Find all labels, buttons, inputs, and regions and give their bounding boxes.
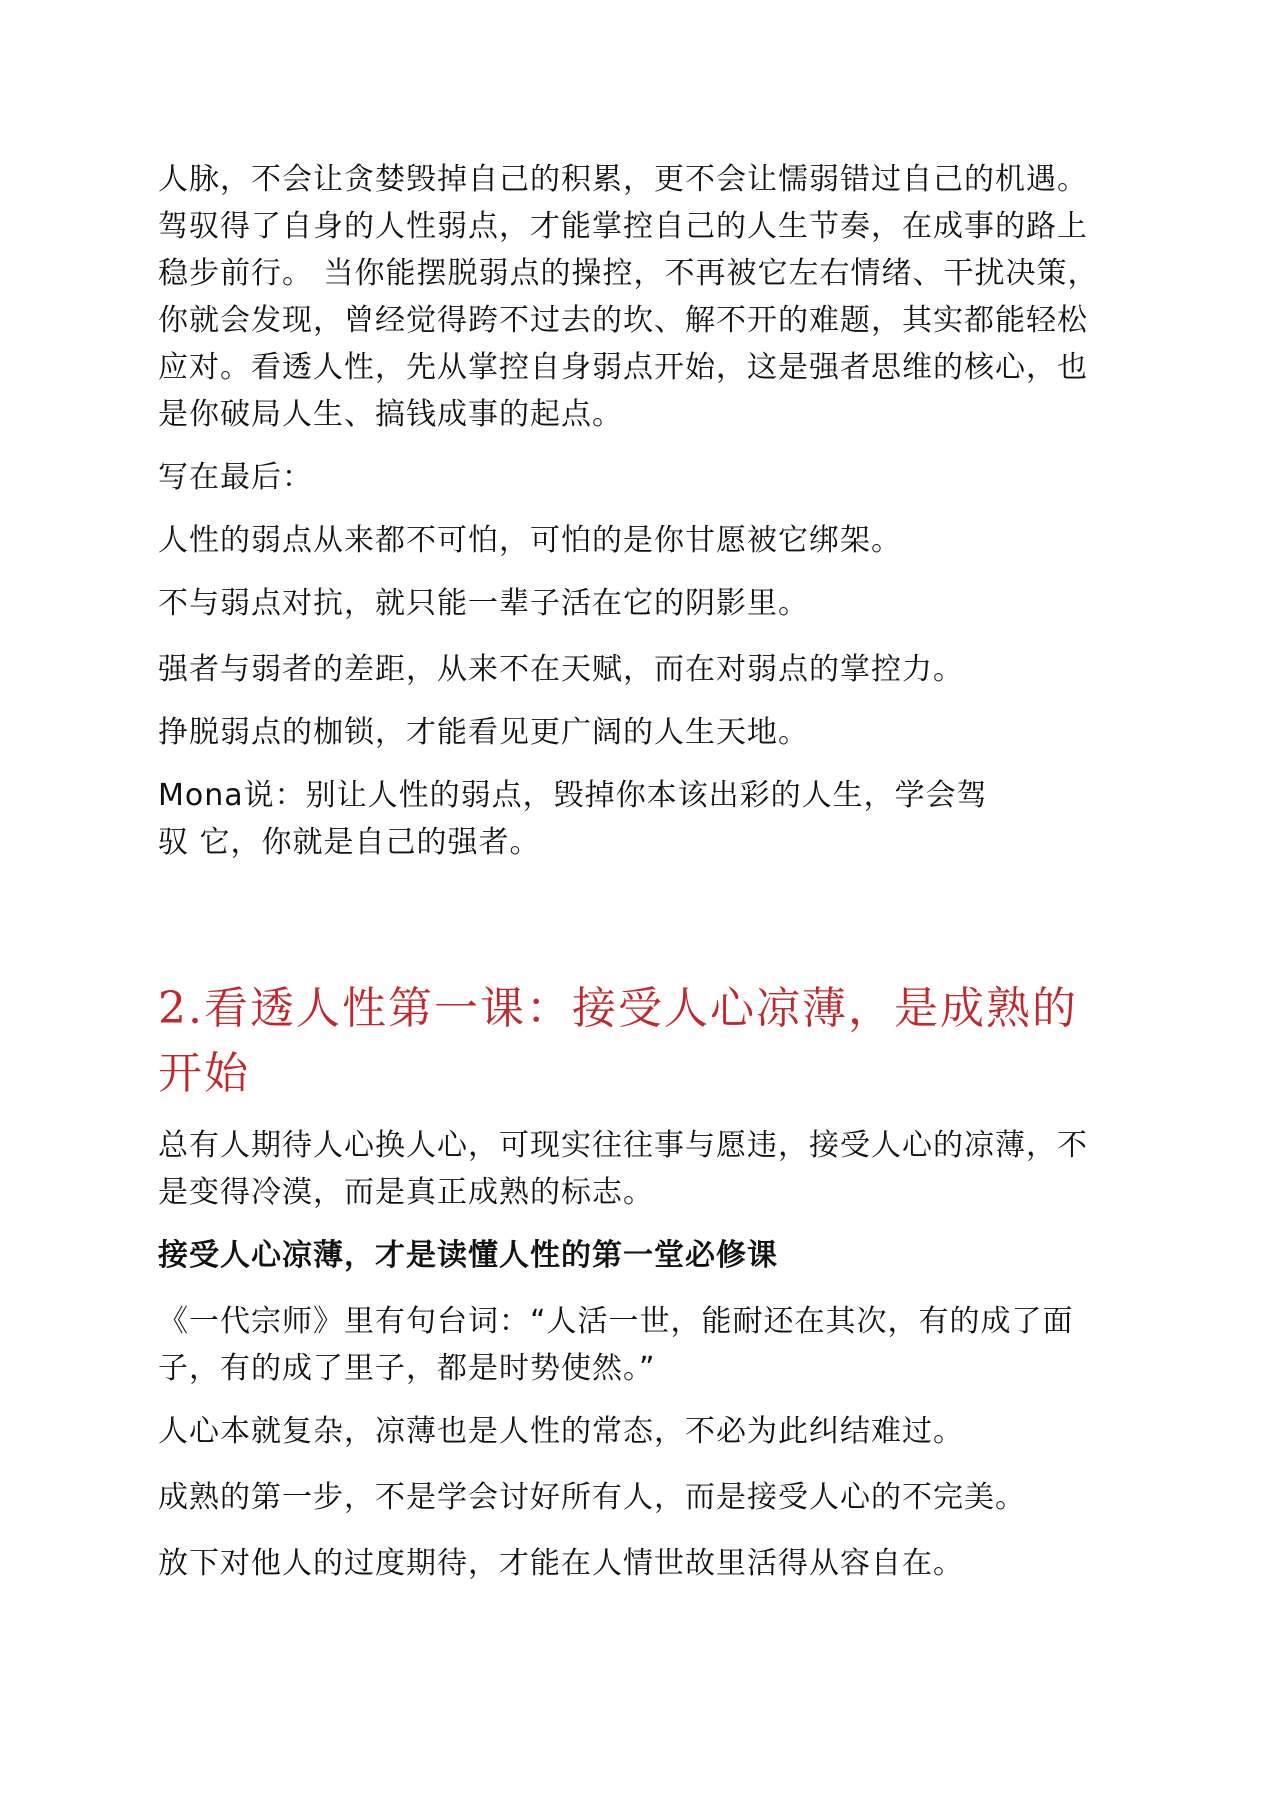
final-line-3: 放下对他人的过度期待，才能在人情世故里活得从容自在。 [158, 1546, 964, 1581]
mona-quote-line-2: 驭 它，你就是自己的强者。 [158, 825, 541, 860]
section-subheading: 接受人心凉薄，才是读懂人性的第一堂必修课 [158, 1238, 778, 1273]
section-heading: 2.看透人性第一课：接受人心凉薄，是成熟的开始 [158, 983, 1078, 1099]
closing-line-1: 人性的弱点从来都不可怕，可怕的是你甘愿被它绑架。 [158, 523, 902, 558]
paragraph-top: 人脉，不会让贪婪毁掉自己的积累，更不会让懦弱错过自己的机遇。驾驭得了自身的人性弱点，才能掌控自己的人生节奏，在成事的路上稳步前行。 当你能摆脱弱点的操控，不再被它左右情绪、干扰决策，你就会发现，曾经觉得跨不过去的坎、解不开的难题，其实都能轻松应对。看透人性，先从掌控自身弱点开始，这是强者思维的核心，也是你破局人生、搞钱成事的起点。 [158, 162, 1099, 432]
mona-quote-line-1: Mona说：别让人性的弱点，毁掉你本该出彩的人生，学会驾 [158, 778, 988, 813]
document-content [158, 156, 1118, 1587]
closing-line-4: 挣脱弱点的枷锁，才能看见更广阔的人生天地。 [158, 715, 809, 750]
final-line-1: 人心本就复杂，凉薄也是人性的常态，不必为此纠结难过。 [158, 1414, 964, 1449]
closing-line-2: 不与弱点对抗，就只能一辈子活在它的阴影里。 [158, 586, 809, 621]
closing-line-3: 强者与弱者的差距，从来不在天赋，而在对弱点的掌控力。 [158, 652, 964, 687]
closing-title: 写在最后： [158, 460, 313, 495]
section-intro: 总有人期待人心换人心，可现实往往事与愿违，接受人心的凉薄，不是变得冷漠，而是真正成熟的标志。 [158, 1128, 1088, 1210]
quote-paragraph: 《一代宗师》里有句台词：“人活一世，能耐还在其次，有的成了面子，有的成了里子，都是时势使然。” [158, 1304, 1074, 1386]
final-line-2: 成熟的第一步，不是学会讨好所有人，而是接受人心的不完美。 [158, 1480, 1026, 1515]
